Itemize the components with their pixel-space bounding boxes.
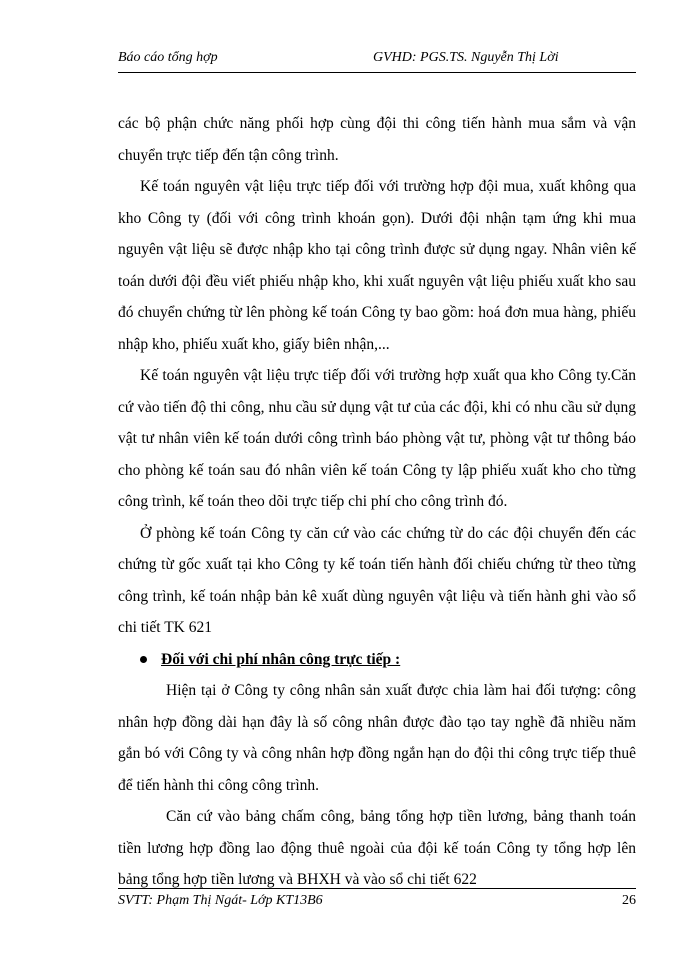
footer-student: SVTT: Phạm Thị Ngát- Lớp KT13B6 xyxy=(118,893,323,908)
section-heading: Đối với chi phí nhân công trực tiếp : xyxy=(161,650,401,668)
paragraph-1: các bộ phận chức năng phối hợp cùng đội thi công tiến hành mua sắm và vận chuyển trực tiếp đến tận công trình. xyxy=(118,115,636,164)
section-bullet xyxy=(118,644,636,676)
document-body xyxy=(118,108,636,896)
bullet-icon xyxy=(140,656,147,663)
paragraph-6: Căn cứ vào bảng chấm công, bảng tổng hợp tiền lương, bảng thanh toán tiền lương hợp đồng lao động thuê ngoài của đội kế toán Công ty tổng hợp lên bảng tổng hợp tiền lương và BHXH và vào sổ chi tiết 622 xyxy=(118,808,636,888)
paragraph-5: Hiện tại ở Công ty công nhân sản xuất được chia làm hai đối tượng: công nhân hợp đồng dài hạn đây là số công nhân được đào tạo tay nghề đã nhiều năm gắn bó với Công ty và công nhân hợp đồng ngắn hạn do đội thi công trực tiếp thuê để tiến hành thi công công trình. xyxy=(118,682,636,794)
paragraph-3: Kế toán nguyên vật liệu trực tiếp đối với trường hợp xuất qua kho Công ty.Căn cứ vào tiến độ thi công, nhu cầu sử dụng vật tư của các đội, khi có nhu cầu sử dụng vật tư nhân viên kế toán dưới công trình báo phòng vật tư, phòng vật tư thông báo cho phòng kế toán sau đó nhân viên kế toán Công ty lập phiếu xuất kho cho từng công trình, kế toán theo dõi trực tiếp chi phí cho công trình đó. xyxy=(118,367,636,510)
paragraph-2: Kế toán nguyên vật liệu trực tiếp đối với trường hợp đội mua, xuất không qua kho Công ty (đối với công trình khoán gọn). Dưới đội nhận tạm ứng khi mua nguyên vật liệu sẽ được nhập kho tại công trình được sử dụng ngay. Nhân viên kế toán dưới đội đều viết phiếu nhập kho, khi xuất nguyên vật liệu phiếu xuất kho sau đó chuyển chứng từ lên phòng kế toán Công ty bao gồm: hoá đơn mua hàng, phiếu nhập kho, phiếu xuất kho, giấy biên nhận,... xyxy=(118,178,636,353)
page-number: 26 xyxy=(622,893,636,908)
paragraph-4: Ở phòng kế toán Công ty căn cứ vào các chứng từ do các đội chuyển đến các chứng từ gốc xuất tại kho Công ty kế toán tiến hành đối chiếu chứng từ theo từng công trình, kế toán nhập bản kê xuất dùng nguyên vật liệu và tiến hành ghi vào sổ chi tiết TK 621 xyxy=(118,524,636,636)
header-advisor: GVHD: PGS.TS. Nguyễn Thị Lời xyxy=(373,50,559,65)
page-footer xyxy=(118,888,636,911)
page-header xyxy=(118,50,636,73)
header-report-title: Báo cáo tổng hợp xyxy=(118,50,218,65)
